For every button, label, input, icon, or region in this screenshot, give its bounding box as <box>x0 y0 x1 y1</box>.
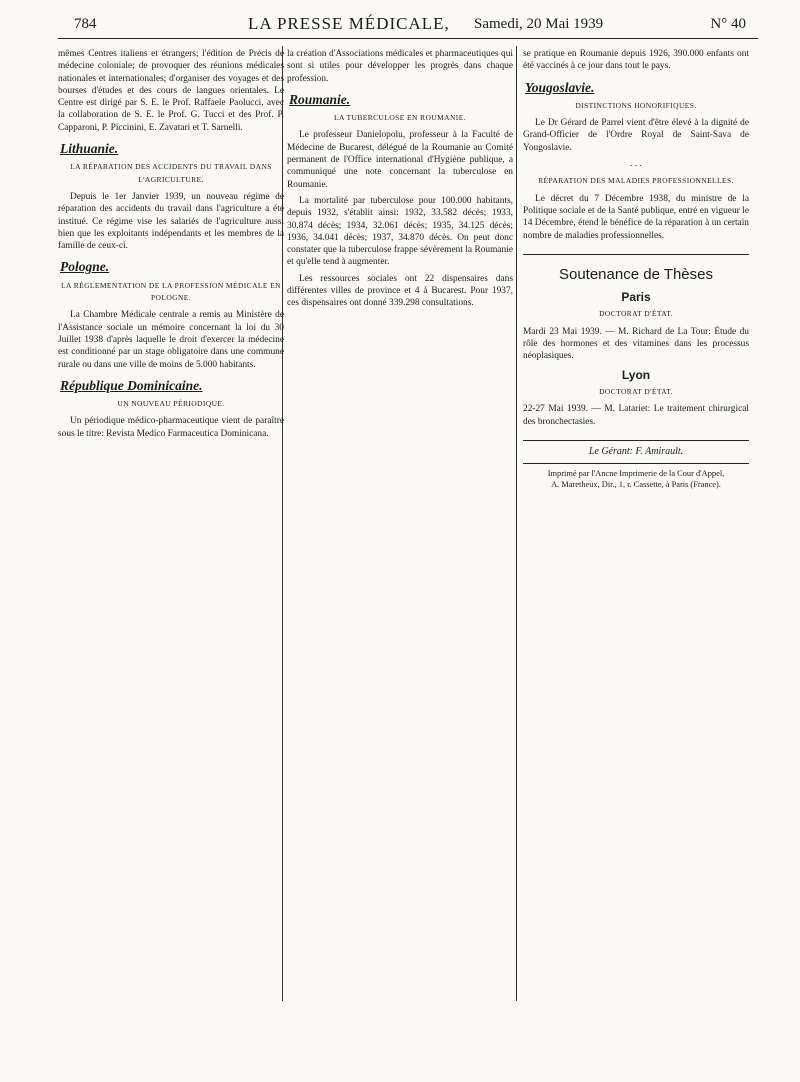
column-divider <box>516 46 517 1001</box>
manager-line: Le Gérant: F. Amirault. <box>588 445 684 457</box>
subheading: LA TUBERCULOSE EN ROUMANIE. <box>334 113 466 123</box>
footer-rule <box>523 463 749 464</box>
section-title: Yougoslavie. <box>525 79 595 95</box>
theses-list-paris: Mardi 23 Mai 1939. — M. Richard de La Tour: Étude du rôle des hormones et des vitamines dans les processus néoplasiques. <box>523 326 749 362</box>
paragraph: La Chambre Médicale centrale a remis au Ministère de l'Assistance sociale un mémoire concernant la loi du 30 Juillet 1938 d'après laquelle le droit d'exercer la médecine est conditionné par un stage obligatoire dans une commune rurale ou dans une ville de moins de 5.000 habitants. <box>58 310 284 370</box>
degree-label: DOCTORAT D'ÉTAT. <box>599 386 673 396</box>
column-right <box>523 48 749 490</box>
subheading: LA RÉPARATION DES ACCIDENTS DU TRAVAIL DANS L'AGRICULTURE. <box>70 162 272 184</box>
column-middle <box>287 48 513 314</box>
subheading: LA RÉGLEMENTATION DE LA PROFESSION MÉDICALE EN POLOGNE. <box>61 280 281 303</box>
paragraph: Le décret du 7 Décembre 1938, du ministre de la Politique sociale et de la Santé publique, entré en vigueur le 14 Décembre, étend le bénéfice de la réparation à un certain nombre de maladies professionnelles. <box>523 193 749 241</box>
subheading: UN NOUVEAU PÉRIODIQUE. <box>117 399 225 409</box>
printer-line: Imprimé par l'Ancne Imprimerie de la Cour d'Appel, <box>547 469 725 479</box>
column-left <box>58 48 284 444</box>
city-heading-lyon: Lyon <box>621 367 651 382</box>
page-number: 784 <box>74 16 97 32</box>
paragraph: Les ressources sociales ont 22 dispensaires dans différentes villes de province et 4 à Bucarest. Pour 1937, ces dispensaires ont donné 339.298 consultations. <box>287 273 513 309</box>
theses-list-lyon: 22-27 Mai 1939. — M. Latariet: Le traitement chirurgical des bronchectasies. <box>523 404 749 427</box>
issue-date: Samedi, 20 Mai 1939 <box>474 16 604 32</box>
section-title: République Dominicaine. <box>60 377 203 393</box>
paragraph: se pratique en Roumanie depuis 1926, 390.000 enfants ont été vaccinés à ce jour dans tout le pays. <box>523 49 749 72</box>
paragraph: Depuis le 1er Janvier 1939, un nouveau régime de réparation des accidents du travail dans l'agriculture a été institué. Ce régime vise les salariés de l'agriculture aussi bien que les exploitants indépendants et les membres de la famille de ceux-ci. <box>58 191 284 252</box>
subheading: RÉPARATION DES MALADIES PROFESSIONNELLES. <box>538 176 734 186</box>
paragraph: La mortalité par tuberculose pour 100.000 habitants, depuis 1932, s'établit ainsi: 1932, 33.582 décès; 1933, 30.874 décès; 1934, 32.061 décès; 1935, 34.125 décès; 1936, 34.041 décès; 1937, 34.870 décès. On peut donc constater que la tuberculose frappe sévèrement la Roumanie et qu'elle tend à augmenter. <box>287 195 513 268</box>
paragraph: mêmes Centres italiens et étrangers; l'édition de Précis de médecine coloniale; de provoquer des réunions médicales nationales et internationales; d'organiser des voyages et des bourses d'études et des cours de langues orientales. Le Centre est dirigé par S. E. le Prof. Raffaele Paolucci, avec la collaboration de S. E. le Prof. G. Tucci et des Prof. P. Capparoni, P. Piccinini, E. Zavatari et T. Sarnelli. <box>58 49 284 133</box>
paragraph: Le Dr Gérard de Parrel vient d'être élevé à la dignité de Grand-Officier de l'Ordre Royal de Saint-Sava de Yougoslavie. <box>523 118 749 153</box>
section-title: Roumanie. <box>289 91 351 107</box>
subheading: DISTINCTIONS HONORIFIQUES. <box>575 100 697 110</box>
degree-label: DOCTORAT D'ÉTAT. <box>599 309 673 319</box>
section-title: Lithuanie. <box>60 141 119 157</box>
section-rule <box>523 254 749 255</box>
section-title: Pologne. <box>60 259 110 275</box>
city-heading-paris: Paris <box>621 290 651 305</box>
paragraph: Le professeur Danielopolu, professeur à la Faculté de Médecine de Bucarest, délégué de la Roumanie au Comité permanent de l'Office international d'Hygiène publique, a communiqué une note concernant la tuberculose en Roumanie. <box>287 130 513 190</box>
footer-rule <box>523 440 749 441</box>
page-header <box>58 12 758 39</box>
printer-line: A. Maretheux, Dir., 1, r. Cassette, à Paris (France). <box>551 480 721 490</box>
section-separator: . . . <box>630 159 642 170</box>
issue-number: N° 40 <box>710 16 746 32</box>
paragraph: Un périodique médico-pharmaceutique vient de paraître sous le titre: Revista Medico Farmaceutica Dominicana. <box>58 416 284 439</box>
paragraph: la création d'Associations médicales et pharmaceutiques qui sont si utiles pour développer les progrès dans chaque profession. <box>287 49 513 84</box>
theses-heading: Soutenance de Thèses <box>558 265 713 283</box>
journal-title: LA PRESSE MÉDICALE, <box>248 14 450 33</box>
